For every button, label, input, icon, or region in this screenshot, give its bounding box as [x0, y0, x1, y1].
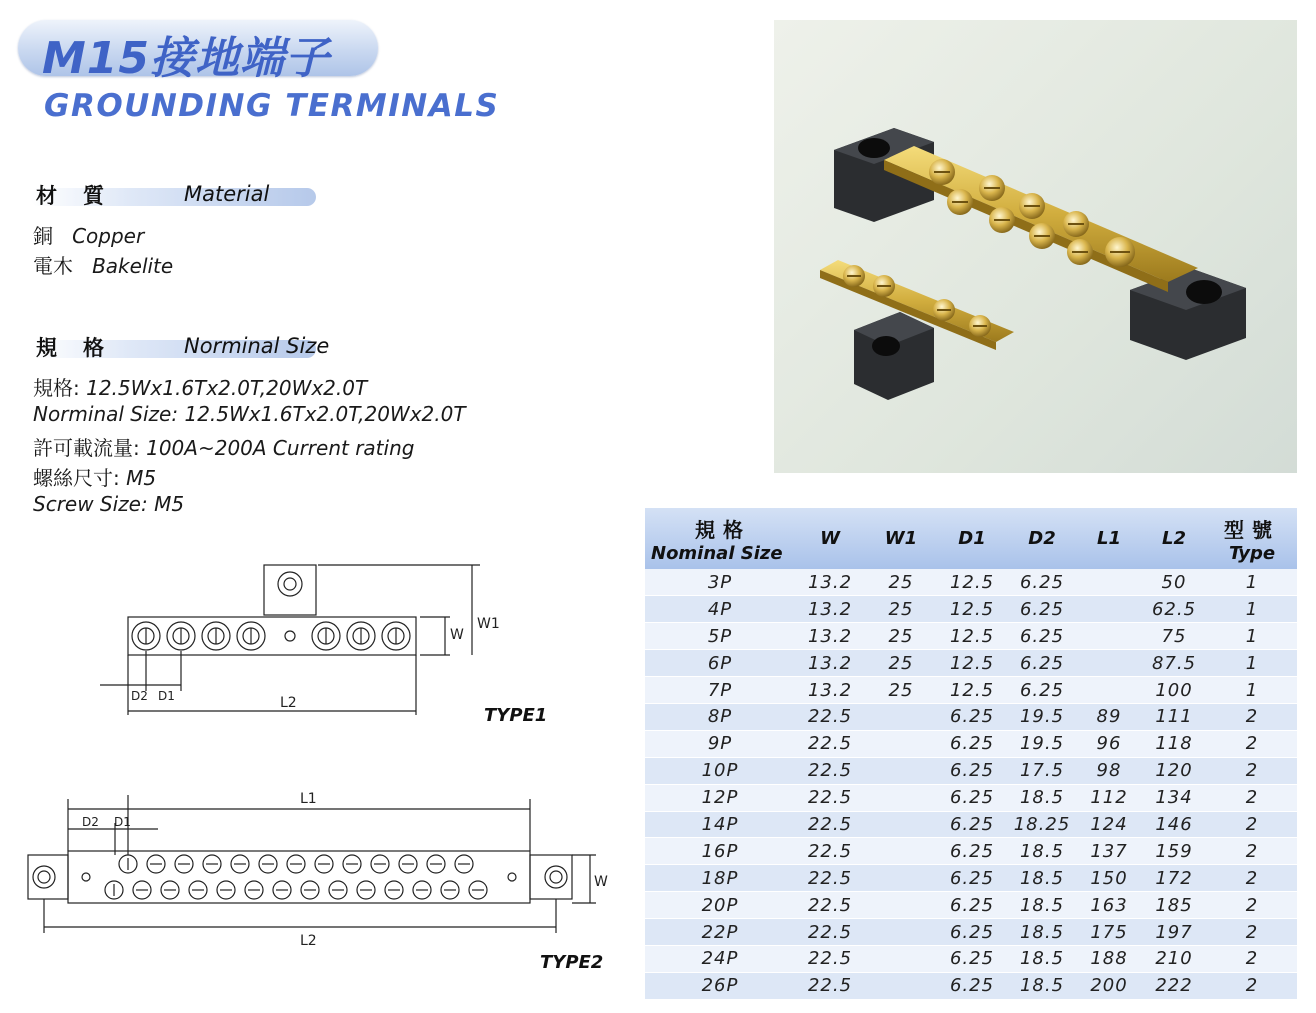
cell-d1: 12.5	[937, 650, 1007, 677]
type2-label: TYPE2	[540, 952, 604, 973]
cell-w1	[865, 730, 937, 757]
cell-w: 13.2	[795, 677, 865, 704]
cell-type: 1	[1207, 596, 1297, 623]
cell-d2: 18.5	[1007, 945, 1077, 972]
cell-l1: 98	[1077, 757, 1141, 784]
material-heading	[30, 180, 316, 208]
cell-d1: 6.25	[937, 865, 1007, 892]
spec-label: Screw Size:	[33, 492, 148, 516]
cell-l2: 222	[1141, 972, 1207, 999]
material-item-en: Bakelite	[92, 254, 174, 278]
cell-d2: 18.5	[1007, 919, 1077, 946]
cell-w1	[865, 919, 937, 946]
cell-type: 2	[1207, 703, 1297, 730]
cell-l1: 200	[1077, 972, 1141, 999]
cell-d2: 17.5	[1007, 757, 1077, 784]
table-row	[645, 945, 1297, 972]
table-row	[645, 569, 1297, 596]
spec-label: Norminal Size:	[33, 402, 179, 426]
cell-l2: 120	[1141, 757, 1207, 784]
cell-l2: 62.5	[1141, 596, 1207, 623]
material-item	[33, 250, 173, 279]
cell-d1: 12.5	[937, 569, 1007, 596]
type2-w-label: W	[594, 874, 608, 890]
cell-d2: 19.5	[1007, 703, 1077, 730]
spec-value: 100A~200A Current rating	[146, 436, 415, 460]
material-item-en: Copper	[72, 224, 145, 248]
cell-w: 22.5	[795, 919, 865, 946]
cell-type: 2	[1207, 972, 1297, 999]
cell-l2: 210	[1141, 945, 1207, 972]
cell-l2: 134	[1141, 784, 1207, 811]
cell-d2: 18.5	[1007, 865, 1077, 892]
material-item-zh: 銅	[33, 224, 53, 248]
cell-type: 2	[1207, 838, 1297, 865]
cell-w: 22.5	[795, 945, 865, 972]
cell-l2: 75	[1141, 623, 1207, 650]
type2-l2-label: L2	[300, 933, 317, 949]
cell-d2: 18.25	[1007, 811, 1077, 838]
spec-value: 12.5Wx1.6Tx2.0T,20Wx2.0T	[184, 402, 466, 426]
col-header-size-en: Nominal Size	[651, 542, 783, 564]
cell-size: 14P	[645, 811, 795, 838]
cell-w1	[865, 811, 937, 838]
cell-w: 13.2	[795, 569, 865, 596]
table-row	[645, 919, 1297, 946]
cell-size: 20P	[645, 892, 795, 919]
cell-size: 10P	[645, 757, 795, 784]
cell-l1	[1077, 623, 1141, 650]
col-header-type-en: Type	[1228, 542, 1276, 564]
cell-d1: 12.5	[937, 623, 1007, 650]
cell-w: 22.5	[795, 811, 865, 838]
cell-w1	[865, 838, 937, 865]
cell-d2: 6.25	[1007, 650, 1077, 677]
cell-l1: 137	[1077, 838, 1141, 865]
cell-d1: 6.25	[937, 838, 1007, 865]
cell-d2: 6.25	[1007, 623, 1077, 650]
page-title: M15接地端子	[42, 33, 331, 84]
col-header-d2: D2	[1007, 508, 1077, 569]
cell-w: 13.2	[795, 623, 865, 650]
spec-line	[33, 402, 466, 426]
cell-size: 4P	[645, 596, 795, 623]
cell-w: 22.5	[795, 784, 865, 811]
cell-l1	[1077, 596, 1141, 623]
cell-l1: 89	[1077, 703, 1141, 730]
cell-type: 1	[1207, 623, 1297, 650]
spec-line	[33, 372, 367, 401]
col-header-w: W	[795, 508, 865, 569]
cell-w1	[865, 972, 937, 999]
cell-d1: 6.25	[937, 811, 1007, 838]
cell-type: 1	[1207, 677, 1297, 704]
cell-l1: 188	[1077, 945, 1141, 972]
table-row	[645, 811, 1297, 838]
cell-w1	[865, 892, 937, 919]
cell-size: 5P	[645, 623, 795, 650]
cell-type: 2	[1207, 811, 1297, 838]
cell-l1	[1077, 650, 1141, 677]
page-subtitle: GROUNDING TERMINALS	[44, 88, 500, 124]
product-photo	[774, 20, 1297, 473]
cell-w: 22.5	[795, 838, 865, 865]
type1-label: TYPE1	[484, 705, 548, 726]
cell-l2: 118	[1141, 730, 1207, 757]
cell-l1	[1077, 677, 1141, 704]
cell-d2: 18.5	[1007, 838, 1077, 865]
cell-l2: 172	[1141, 865, 1207, 892]
cell-w1	[865, 945, 937, 972]
cell-size: 26P	[645, 972, 795, 999]
cell-type: 2	[1207, 730, 1297, 757]
cell-w1	[865, 784, 937, 811]
cell-d2: 6.25	[1007, 569, 1077, 596]
cell-w: 22.5	[795, 703, 865, 730]
cell-size: 3P	[645, 569, 795, 596]
cell-type: 2	[1207, 945, 1297, 972]
col-header-d1: D1	[937, 508, 1007, 569]
cell-w1	[865, 865, 937, 892]
cell-d1: 6.25	[937, 784, 1007, 811]
cell-l1: 175	[1077, 919, 1141, 946]
cell-w: 13.2	[795, 596, 865, 623]
cell-l1: 124	[1077, 811, 1141, 838]
table-row	[645, 784, 1297, 811]
cell-w1: 25	[865, 569, 937, 596]
cell-l2: 146	[1141, 811, 1207, 838]
cell-d1: 6.25	[937, 703, 1007, 730]
col-header-w1: W1	[865, 508, 937, 569]
table-row	[645, 703, 1297, 730]
cell-w1	[865, 757, 937, 784]
cell-w1: 25	[865, 623, 937, 650]
col-header-l1: L1	[1077, 508, 1141, 569]
table-row	[645, 892, 1297, 919]
cell-w: 22.5	[795, 730, 865, 757]
table-header-row	[645, 508, 1297, 569]
cell-l2: 100	[1141, 677, 1207, 704]
table-row	[645, 650, 1297, 677]
cell-size: 18P	[645, 865, 795, 892]
cell-size: 9P	[645, 730, 795, 757]
spec-label: 螺絲尺寸:	[33, 466, 120, 490]
cell-w: 22.5	[795, 865, 865, 892]
type1-d2-label: D2	[131, 689, 148, 703]
cell-d1: 12.5	[937, 596, 1007, 623]
type1-screws	[132, 622, 410, 650]
cell-size: 12P	[645, 784, 795, 811]
type1-l2-label: L2	[280, 695, 297, 711]
cell-d2: 18.5	[1007, 784, 1077, 811]
cell-type: 1	[1207, 650, 1297, 677]
cell-w: 13.2	[795, 650, 865, 677]
cell-type: 1	[1207, 569, 1297, 596]
col-header-type	[1207, 508, 1297, 569]
cell-type: 2	[1207, 919, 1297, 946]
table-row	[645, 838, 1297, 865]
cell-l2: 50	[1141, 569, 1207, 596]
cell-d2: 19.5	[1007, 730, 1077, 757]
cell-d1: 12.5	[937, 677, 1007, 704]
col-header-size-zh: 規格	[695, 517, 751, 542]
type2-screws-bottom	[105, 881, 487, 899]
cell-type: 2	[1207, 865, 1297, 892]
cell-d2: 6.25	[1007, 596, 1077, 623]
material-heading-zh: 材質	[36, 184, 130, 208]
cell-type: 2	[1207, 892, 1297, 919]
cell-d1: 6.25	[937, 919, 1007, 946]
cell-d1: 6.25	[937, 730, 1007, 757]
type2-screws-top	[119, 855, 473, 873]
cell-d2: 6.25	[1007, 677, 1077, 704]
table-row	[645, 757, 1297, 784]
cell-l2: 159	[1141, 838, 1207, 865]
cell-size: 24P	[645, 945, 795, 972]
cell-w: 22.5	[795, 972, 865, 999]
cell-l1: 163	[1077, 892, 1141, 919]
spec-value: 12.5Wx1.6Tx2.0T,20Wx2.0T	[86, 376, 368, 400]
col-header-size	[645, 508, 795, 569]
cell-d1: 6.25	[937, 757, 1007, 784]
table-row	[645, 730, 1297, 757]
cell-type: 2	[1207, 757, 1297, 784]
cell-l1: 112	[1077, 784, 1141, 811]
size-heading-en: Norminal Size	[184, 334, 330, 358]
cell-l2: 185	[1141, 892, 1207, 919]
type1-d1-label: D1	[158, 689, 175, 703]
cell-size: 7P	[645, 677, 795, 704]
spec-table	[645, 508, 1297, 1000]
cell-l2: 111	[1141, 703, 1207, 730]
cell-l1	[1077, 569, 1141, 596]
material-heading-en: Material	[184, 182, 270, 206]
cell-d1: 6.25	[937, 972, 1007, 999]
product-illustration	[774, 20, 1297, 473]
spec-label: 規格:	[33, 376, 80, 400]
spec-line	[33, 432, 414, 461]
table-row	[645, 596, 1297, 623]
cell-l1: 150	[1077, 865, 1141, 892]
cell-size: 6P	[645, 650, 795, 677]
spec-value: M5	[126, 466, 157, 490]
spec-line	[33, 462, 156, 491]
cell-w: 22.5	[795, 892, 865, 919]
material-item-zh: 電木	[33, 254, 73, 278]
size-heading	[30, 332, 330, 360]
col-header-type-zh: 型號	[1224, 517, 1280, 542]
cell-d1: 6.25	[937, 945, 1007, 972]
type2-l1-label: L1	[300, 791, 317, 807]
technical-drawings	[20, 555, 620, 995]
table-row	[645, 865, 1297, 892]
cell-d1: 6.25	[937, 892, 1007, 919]
type1-drawing	[100, 565, 480, 715]
type2-d2-label: D2	[82, 815, 99, 829]
cell-w: 22.5	[795, 757, 865, 784]
type1-w1-label: W1	[477, 616, 500, 632]
cell-w1: 25	[865, 596, 937, 623]
spec-value: M5	[154, 492, 185, 516]
table-row	[645, 972, 1297, 999]
cell-d2: 18.5	[1007, 892, 1077, 919]
cell-l1: 96	[1077, 730, 1141, 757]
spec-label: 許可載流量:	[33, 436, 140, 460]
cell-size: 16P	[645, 838, 795, 865]
cell-w1: 25	[865, 650, 937, 677]
cell-l2: 197	[1141, 919, 1207, 946]
cell-w1: 25	[865, 677, 937, 704]
cell-l2: 87.5	[1141, 650, 1207, 677]
col-header-l2: L2	[1141, 508, 1207, 569]
table-row	[645, 623, 1297, 650]
type1-w-label: W	[450, 627, 464, 643]
type2-d1-label: D1	[114, 815, 131, 829]
material-item	[33, 220, 144, 249]
cell-size: 22P	[645, 919, 795, 946]
cell-size: 8P	[645, 703, 795, 730]
cell-w1	[865, 703, 937, 730]
table-row	[645, 677, 1297, 704]
cell-d2: 18.5	[1007, 972, 1077, 999]
size-heading-zh: 規格	[36, 336, 130, 360]
cell-type: 2	[1207, 784, 1297, 811]
spec-line	[33, 492, 184, 516]
short-terminal	[820, 260, 1014, 400]
